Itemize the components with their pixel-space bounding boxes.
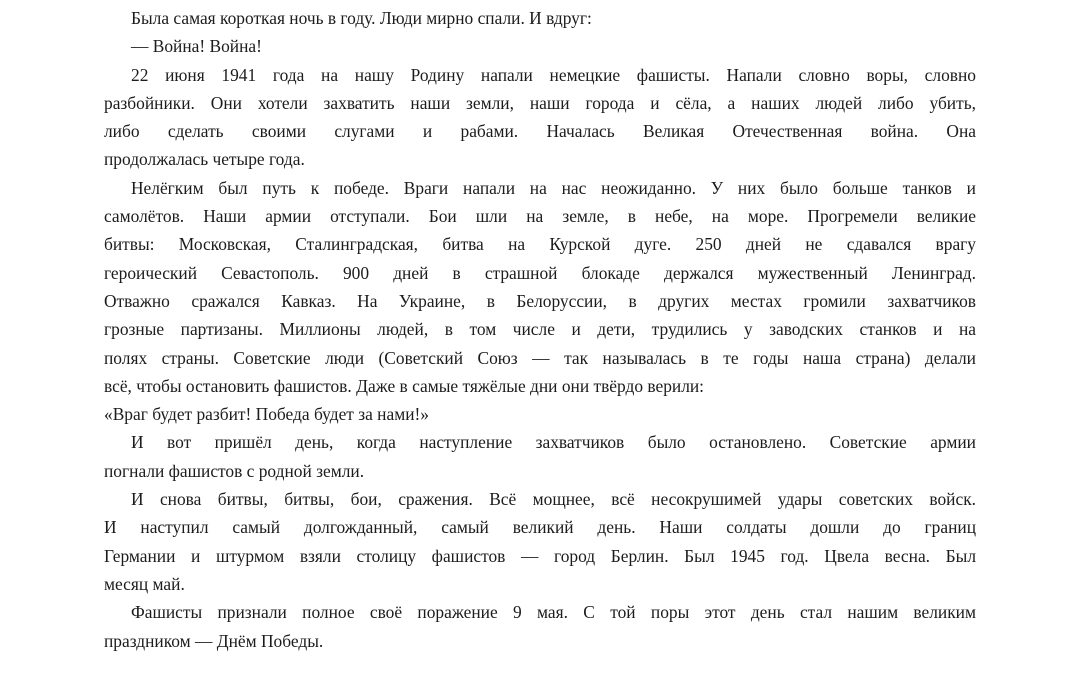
document-page bbox=[104, 4, 976, 655]
text-line: И вот пришёл день, когда наступление захватчиков было остановлено. Советские армии bbox=[131, 432, 976, 453]
text-line: месяц май. bbox=[104, 573, 185, 594]
text-line: праздником — Днём Победы. bbox=[104, 630, 324, 651]
text-line: полях страны. Советские люди (Советский Союз — так называлась в те годы наша страна) делали bbox=[104, 347, 976, 368]
text-line: битвы: Московская, Сталинградская, битва на Курской дуге. 250 дней не сдавался врагу bbox=[104, 234, 976, 255]
text-line: всё, чтобы остановить фашистов. Даже в самые тяжёлые дни они твёрдо верили: bbox=[104, 375, 705, 396]
text-line: «Враг будет разбит! Победа будет за нами!» bbox=[104, 404, 430, 425]
text-line: самолётов. Наши армии отступали. Бои шли на земле, в небе, на море. Прогремели великие bbox=[104, 206, 976, 227]
text-line: Фашисты признали полное своё поражение 9 мая. С той поры этот день стал нашим великим bbox=[131, 602, 976, 623]
text-line: грозные партизаны. Миллионы людей, в том числе и дети, трудились у заводских станков и на bbox=[104, 319, 976, 340]
text-line: Отважно сражался Кавказ. На Украине, в Белоруссии, в других местах громили захватчиков bbox=[104, 290, 976, 311]
text-line: И наступил самый долгожданный, самый великий день. Наши солдаты дошли до границ bbox=[104, 517, 976, 538]
text-line: продолжалась четыре года. bbox=[104, 149, 305, 170]
text-line: разбойники. Они хотели захватить наши земли, наши города и сёла, а наших людей либо убить, bbox=[104, 92, 976, 113]
text-line: Германии и штурмом взяли столицу фашистов — город Берлин. Был 1945 год. Цвела весна. Был bbox=[104, 545, 976, 566]
text-line: погнали фашистов с родной земли. bbox=[104, 460, 365, 481]
text-line: либо сделать своими слугами и рабами. Началась Великая Отечественная война. Она bbox=[104, 121, 976, 142]
text-line: Была самая короткая ночь в году. Люди мирно спали. И вдруг: bbox=[131, 8, 592, 28]
text-line: 22 июня 1941 года на нашу Родину напали немецкие фашисты. Напали словно воры, словно bbox=[131, 64, 976, 85]
text-line: — Война! Война! bbox=[131, 36, 262, 57]
text-line: Нелёгким был путь к победе. Враги напали на нас неожиданно. У них было больше танков и bbox=[131, 177, 976, 198]
text-line: И снова битвы, битвы, бои, сражения. Всё мощнее, всё несокрушимей удары советских войск. bbox=[131, 489, 976, 510]
text-line: героический Севастополь. 900 дней в страшной блокаде держался мужественный Ленинград. bbox=[104, 262, 976, 283]
